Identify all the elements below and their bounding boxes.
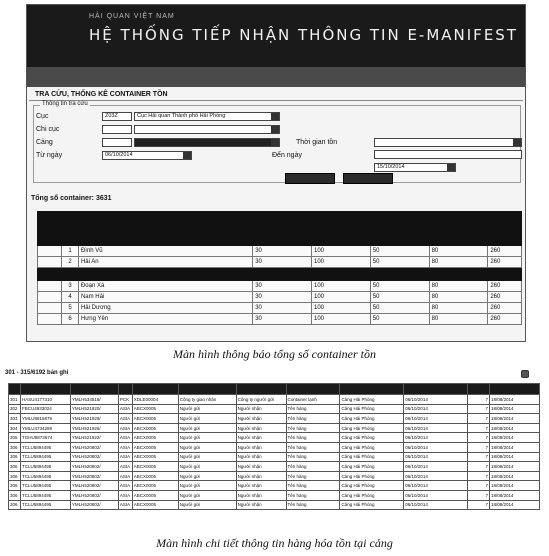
detail-port: Cảng Hải Phòng — [340, 423, 404, 433]
header-cell — [70, 384, 118, 395]
row-number: 2 — [62, 257, 79, 268]
table-row[interactable] — [9, 462, 540, 472]
detail-consignee: Người nhận — [236, 452, 286, 462]
chevron-down-icon[interactable] — [271, 139, 279, 146]
port-name: Đình Vũ — [78, 246, 252, 257]
value-cell: 30 — [253, 292, 312, 303]
search-button[interactable] — [285, 173, 335, 184]
value-cell: 50 — [370, 292, 429, 303]
header-cell — [9, 384, 21, 395]
detail-shipper: Người gửi — [178, 481, 236, 491]
detail-date: 06/10/2014 — [404, 395, 468, 405]
header-cell — [178, 384, 236, 395]
header-cell — [429, 268, 488, 281]
detail-goods: Tên hàng — [286, 442, 340, 452]
detail-header — [5, 370, 543, 383]
detail-goods: Tên hàng — [286, 490, 340, 500]
value-cell: 100 — [312, 246, 371, 257]
value-cell: 80 — [429, 257, 488, 268]
detail-booking: YMLH520802/ — [70, 442, 118, 452]
thoi-gian-ton-select[interactable] — [374, 138, 522, 147]
value-cell: 50 — [370, 257, 429, 268]
detail-booking: YMLH521929/ — [70, 414, 118, 424]
detail-date: 06/10/2014 — [404, 500, 468, 510]
detail-days: 7 — [468, 500, 490, 510]
detail-goods: Tên hàng — [286, 471, 340, 481]
detail-container: YMLU4734289 — [20, 423, 70, 433]
detail-booking: YMLH520802/ — [70, 500, 118, 510]
total-cell: 260 — [488, 314, 522, 325]
detail-end: 18/08/2014 — [490, 452, 540, 462]
value-cell: 50 — [370, 246, 429, 257]
detail-cd: ASIA — [118, 404, 132, 414]
detail-goods: Tên hàng — [286, 462, 340, 472]
detail-goods: Tên hàng — [286, 481, 340, 491]
detail-port: Cảng Hải Phòng — [340, 462, 404, 472]
header-cell — [78, 212, 252, 246]
detail-days: 7 — [468, 471, 490, 481]
den-ngay-value: 15/10/2014 — [377, 164, 405, 170]
header-cell — [132, 384, 178, 395]
header-cell — [429, 212, 488, 246]
table-row[interactable] — [9, 452, 540, 462]
cuc-select-value: Cục Hải quan Thành phố Hải Phòng — [137, 113, 226, 119]
port-name: Nam Hải — [78, 292, 252, 303]
detail-cd: ASIA — [118, 414, 132, 424]
calendar-icon[interactable] — [447, 164, 455, 171]
port-name: Hải An — [78, 257, 252, 268]
detail-cd: ASIA — [118, 462, 132, 472]
detail-consignee: Công ty người gửi — [236, 395, 286, 405]
detail-consignee: Người nhận — [236, 471, 286, 481]
detail-date: 06/10/2014 — [404, 490, 468, 500]
detail-consignee: Người nhận — [236, 433, 286, 443]
detail-goods: Tên hàng — [286, 452, 340, 462]
detail-booking: YMLH520802/ — [70, 462, 118, 472]
row-spacer — [38, 292, 62, 303]
port-name: Hải Dương — [78, 303, 252, 314]
detail-code: ABCX0005 — [132, 423, 178, 433]
total-cell: 260 — [488, 281, 522, 292]
den-ngay-input[interactable] — [374, 163, 456, 172]
detail-stt: 306 — [9, 462, 21, 472]
detail-booking: YMLH521920/ — [70, 404, 118, 414]
calendar-icon[interactable] — [183, 152, 191, 159]
detail-table — [8, 383, 540, 510]
search-criteria-box — [33, 101, 521, 183]
detail-stt: 306 — [9, 500, 21, 510]
detail-days: 7 — [468, 452, 490, 462]
value-cell: 30 — [253, 303, 312, 314]
row-number: 4 — [62, 292, 79, 303]
header-cell — [488, 212, 522, 246]
header-cell — [286, 384, 340, 395]
detail-stt: 302 — [9, 404, 21, 414]
table-row[interactable] — [9, 442, 540, 452]
detail-booking: YMLH521926/ — [70, 423, 118, 433]
lock-icon[interactable] — [521, 370, 529, 378]
row-number: 6 — [62, 314, 79, 325]
value-cell: 50 — [370, 314, 429, 325]
cang-label: Cảng — [36, 139, 53, 146]
value-cell: 80 — [429, 314, 488, 325]
detail-shipper: Người gửi — [178, 490, 236, 500]
detail-days: 7 — [468, 481, 490, 491]
detail-code: ABCX0005 — [132, 481, 178, 491]
header-cell — [404, 384, 468, 395]
detail-code: ABCX0005 — [132, 442, 178, 452]
detail-days: 7 — [468, 490, 490, 500]
tu-ngay-input[interactable] — [102, 151, 192, 160]
cuc-label: Cục — [36, 113, 49, 120]
table-row[interactable] — [38, 314, 522, 325]
row-number: 3 — [62, 281, 79, 292]
detail-end: 18/08/2014 — [490, 423, 540, 433]
value-cell: 80 — [429, 292, 488, 303]
detail-code: ABCX0005 — [132, 462, 178, 472]
value-cell: 80 — [429, 246, 488, 257]
detail-stt: 304 — [9, 423, 21, 433]
header-cell — [236, 384, 286, 395]
detail-shipper: Người gửi — [178, 462, 236, 472]
table-row[interactable] — [9, 490, 540, 500]
detail-container: TCLU5894495 — [20, 471, 70, 481]
detail-consignee: Người nhận — [236, 414, 286, 424]
value-cell: 100 — [312, 303, 371, 314]
port-name: Hưng Yên — [78, 314, 252, 325]
detail-goods: Tên hàng — [286, 404, 340, 414]
table-row[interactable] — [9, 433, 540, 443]
detail-end: 18/08/2014 — [490, 433, 540, 443]
cuc-code-input[interactable]: Z03Z — [102, 112, 132, 121]
detail-end: 18/08/2014 — [490, 414, 540, 424]
detail-port: Cảng Hải Phòng — [340, 481, 404, 491]
value-cell: 30 — [253, 281, 312, 292]
value-cell: 80 — [429, 303, 488, 314]
detail-cd: ASIA — [118, 452, 132, 462]
summary-screen — [26, 4, 526, 342]
detail-code: ABCX0005 — [132, 433, 178, 443]
detail-consignee: Người nhận — [236, 442, 286, 452]
detail-date: 06/10/2014 — [404, 442, 468, 452]
detail-port: Cảng Hải Phòng — [340, 442, 404, 452]
detail-days: 7 — [468, 442, 490, 452]
detail-booking: YMLH520802/ — [70, 481, 118, 491]
detail-port: Cảng Hải Phòng — [340, 490, 404, 500]
header-cell — [312, 268, 371, 281]
detail-days: 7 — [468, 433, 490, 443]
detail-port: Cảng Hải Phòng — [340, 471, 404, 481]
detail-consignee: Người nhận — [236, 490, 286, 500]
table-row[interactable] — [38, 257, 522, 268]
cang-select[interactable] — [134, 138, 280, 147]
header-cell — [468, 384, 490, 395]
table-row[interactable] — [38, 246, 522, 257]
detail-port: Cảng Hải Phòng — [340, 500, 404, 510]
detail-consignee: Người nhận — [236, 423, 286, 433]
detail-consignee: Người nhận — [236, 404, 286, 414]
header-cell — [488, 268, 522, 281]
detail-booking: YMLH520802/ — [70, 490, 118, 500]
detail-stt: 306 — [9, 471, 21, 481]
row-spacer — [38, 257, 62, 268]
detail-container: TCLU5894495 — [20, 442, 70, 452]
detail-cd: ASIA — [118, 490, 132, 500]
table-row[interactable] — [9, 423, 540, 433]
system-title: HỆ THỐNG TIẾP NHẬN THÔNG TIN E-MANIFEST — [89, 26, 518, 44]
detail-consignee: Người nhận — [236, 481, 286, 491]
detail-container: TCLU5894495 — [20, 481, 70, 491]
detail-cd: ASIA — [118, 481, 132, 491]
detail-date: 06/10/2014 — [404, 414, 468, 424]
table-row[interactable] — [38, 292, 522, 303]
value-cell: 100 — [312, 257, 371, 268]
detail-days: 7 — [468, 414, 490, 424]
chi-cuc-select[interactable] — [134, 125, 280, 134]
detail-goods: Tên hàng — [286, 423, 340, 433]
header-cell — [38, 268, 62, 281]
detail-goods: Tên hàng — [286, 414, 340, 424]
detail-code: ABCX0005 — [132, 500, 178, 510]
value-cell: 30 — [253, 314, 312, 325]
value-cell: 100 — [312, 292, 371, 303]
detail-shipper: Người gửi — [178, 414, 236, 424]
table-row[interactable] — [9, 414, 540, 424]
detail-container: TGHU8873674 — [20, 433, 70, 443]
detail-date: 06/10/2014 — [404, 471, 468, 481]
value-cell: 50 — [370, 281, 429, 292]
header-banner — [27, 5, 525, 67]
detail-date: 06/10/2014 — [404, 404, 468, 414]
record-range: 301 - 315/6192 bản ghi — [5, 370, 69, 376]
detail-days: 7 — [468, 404, 490, 414]
header-cell — [118, 384, 132, 395]
tu-ngay-value: 06/10/2014 — [105, 152, 133, 158]
header-cell — [62, 212, 79, 246]
port-name: Đoạn Xá — [78, 281, 252, 292]
detail-date: 06/10/2014 — [404, 481, 468, 491]
detail-end: 18/08/2014 — [490, 471, 540, 481]
header-cell — [253, 268, 312, 281]
table-row[interactable] — [9, 481, 540, 491]
detail-container: HASU4177310 — [20, 395, 70, 405]
detail-code: ABCX0005 — [132, 414, 178, 424]
detail-container: TCLU5894495 — [20, 500, 70, 510]
row-spacer — [38, 303, 62, 314]
detail-port: Cảng Hải Phòng — [340, 404, 404, 414]
table-row[interactable] — [9, 404, 540, 414]
row-spacer — [38, 246, 62, 257]
row-number: 5 — [62, 303, 79, 314]
total-cell: 260 — [488, 292, 522, 303]
detail-code: ABCX0005 — [132, 490, 178, 500]
header-cell — [370, 212, 429, 246]
container-summary-table — [37, 211, 522, 325]
thoi-gian-ton-label: Thời gian tồn — [296, 139, 338, 146]
detail-cd: ASIA — [118, 500, 132, 510]
agency-name: HẢI QUAN VIỆT NAM — [89, 13, 175, 20]
chi-cuc-label: Chi cục — [36, 126, 60, 133]
header-cell — [38, 212, 62, 246]
row-number: 1 — [62, 246, 79, 257]
detail-container: TCLU5894495 — [20, 490, 70, 500]
detail-container: YMLU8815879 — [20, 414, 70, 424]
tu-ngay-label: Từ ngày — [36, 152, 63, 159]
table-row[interactable] — [38, 303, 522, 314]
detail-stt: 306 — [9, 490, 21, 500]
detail-days: 7 — [468, 423, 490, 433]
detail-port: Cảng Hải Phòng — [340, 433, 404, 443]
table-row[interactable] — [9, 500, 540, 510]
detail-booking: YMLH521922/ — [70, 433, 118, 443]
detail-end: 18/08/2014 — [490, 404, 540, 414]
total-cell: 260 — [488, 257, 522, 268]
detail-end: 18/08/2014 — [490, 481, 540, 491]
detail-stt: 306 — [9, 452, 21, 462]
cuc-select[interactable] — [134, 112, 280, 121]
detail-shipper: Người gửi — [178, 433, 236, 443]
criteria-legend: Thông tin tra cứu — [42, 101, 88, 107]
detail-stt: 306 — [9, 442, 21, 452]
header-cell — [78, 268, 252, 281]
caption-detail: Màn hình chi tiết thông tin hàng hóa tồn tại cảng — [156, 536, 393, 550]
detail-days: 7 — [468, 462, 490, 472]
detail-date: 06/10/2014 — [404, 423, 468, 433]
detail-booking: YMLH520802/ — [70, 471, 118, 481]
value-cell: 80 — [429, 281, 488, 292]
detail-cd: ASIA — [118, 433, 132, 443]
value-cell: 50 — [370, 303, 429, 314]
detail-container: TCLU5894495 — [20, 452, 70, 462]
chi-cuc-code-input[interactable] — [102, 125, 132, 134]
panel-title: TRA CỨU, THỐNG KÊ CONTAINER TỒN — [29, 87, 523, 101]
detail-stt: 305 — [9, 433, 21, 443]
detail-port: Cảng Hải Phòng — [340, 452, 404, 462]
detail-stt: 301 — [9, 395, 21, 405]
total-cell: 260 — [488, 303, 522, 314]
table-row[interactable] — [9, 395, 540, 405]
detail-end: 18/08/2014 — [490, 490, 540, 500]
detail-end: 18/08/2014 — [490, 395, 540, 405]
detail-days: 7 — [468, 395, 490, 405]
detail-shipper: Người gửi — [178, 423, 236, 433]
detail-port: Cảng Hải Phòng — [340, 395, 404, 405]
header-cell — [340, 384, 404, 395]
row-spacer — [38, 281, 62, 292]
header-cell — [490, 384, 540, 395]
detail-end: 18/08/2014 — [490, 462, 540, 472]
detail-cd: ASIA — [118, 442, 132, 452]
detail-code: XDLE00004 — [132, 395, 178, 405]
detail-end: 18/08/2014 — [490, 442, 540, 452]
detail-date: 06/10/2014 — [404, 462, 468, 472]
table-header-row — [38, 268, 522, 281]
detail-booking: YMLH520802/ — [70, 452, 118, 462]
table-row[interactable] — [38, 281, 522, 292]
export-button[interactable] — [343, 173, 393, 184]
caption-summary: Màn hình thông báo tổng số container tồn — [173, 347, 376, 361]
value-cell: 30 — [253, 257, 312, 268]
cang-code-input[interactable] — [102, 138, 132, 147]
detail-container: FBCU4933024 — [20, 404, 70, 414]
detail-booking: YMLH534518/ — [70, 395, 118, 405]
chevron-down-icon[interactable] — [513, 139, 521, 146]
detail-stt: 303 — [9, 414, 21, 424]
detail-port: Cảng Hải Phòng — [340, 414, 404, 424]
detail-cd: PCK — [118, 395, 132, 405]
value-cell: 30 — [253, 246, 312, 257]
thoi-gian-ton-value[interactable] — [374, 150, 522, 159]
header-cell — [253, 212, 312, 246]
detail-shipper: Người gửi — [178, 471, 236, 481]
total-cell: 260 — [488, 246, 522, 257]
detail-cd: ASIA — [118, 471, 132, 481]
header-cell — [312, 212, 371, 246]
detail-consignee: Người nhận — [236, 500, 286, 510]
den-ngay-label: Đến ngày — [272, 152, 302, 159]
header-cell — [370, 268, 429, 281]
detail-screen — [5, 370, 543, 528]
table-row[interactable] — [9, 471, 540, 481]
chevron-down-icon[interactable] — [271, 113, 279, 120]
detail-goods: Container lạnh — [286, 395, 340, 405]
detail-date: 06/10/2014 — [404, 452, 468, 462]
detail-shipper: Người gửi — [178, 500, 236, 510]
table-header-row — [38, 212, 522, 246]
detail-cd: ASIA — [118, 423, 132, 433]
detail-goods: Tên hàng — [286, 433, 340, 443]
value-cell: 100 — [312, 281, 371, 292]
row-spacer — [38, 314, 62, 325]
detail-stt: 306 — [9, 481, 21, 491]
detail-consignee: Người nhận — [236, 462, 286, 472]
header-cell — [62, 268, 79, 281]
nav-band — [27, 67, 525, 87]
total-container-count: Tổng số container: 3631 — [31, 195, 112, 202]
detail-shipper: Người gửi — [178, 442, 236, 452]
chevron-down-icon[interactable] — [271, 126, 279, 133]
table-header-row — [9, 384, 540, 395]
detail-code: ABCX0005 — [132, 404, 178, 414]
header-cell — [20, 384, 70, 395]
detail-end: 18/08/2014 — [490, 500, 540, 510]
value-cell: 100 — [312, 314, 371, 325]
detail-shipper: Công ty giao nhận — [178, 395, 236, 405]
detail-code: ABCX0005 — [132, 471, 178, 481]
detail-goods: Tên hàng — [286, 500, 340, 510]
detail-shipper: Người gửi — [178, 452, 236, 462]
detail-shipper: Người gửi — [178, 404, 236, 414]
detail-code: ABCX0005 — [132, 452, 178, 462]
detail-date: 06/10/2014 — [404, 433, 468, 443]
detail-container: TCLU5894495 — [20, 462, 70, 472]
